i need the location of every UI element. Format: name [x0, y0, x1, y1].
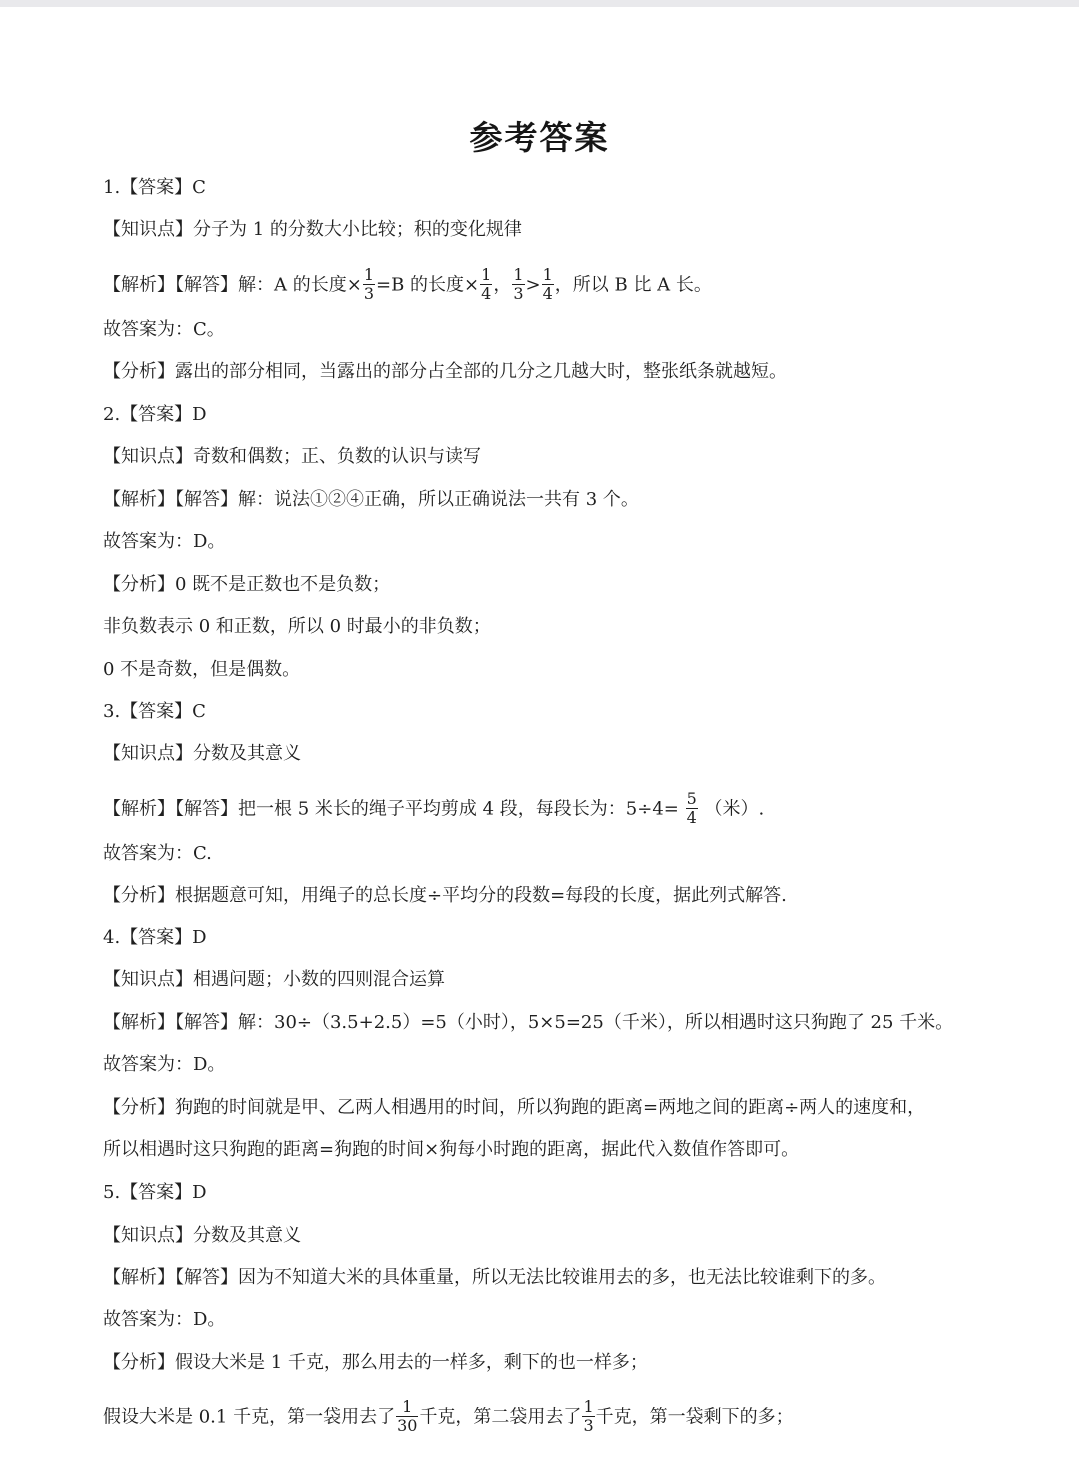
q1-analysis — [103, 265, 1043, 303]
q1-answer: 1.【答案】C — [103, 177, 206, 198]
top-bar — [0, 0, 1079, 7]
q2-analysis: 【解析】【解答】解：说法①②④正确，所以正确说法一共有 3 个。 — [103, 489, 639, 510]
q1-knowledge: 【知识点】分子为 1 的分数大小比较；积的变化规律 — [103, 219, 522, 240]
q5-reasoning-1: 【分析】假设大米是 1 千克，那么用去的一样多，剩下的也一样多； — [103, 1352, 648, 1373]
fraction: $\frac{1}{30}$ — [397, 1397, 418, 1435]
q4-result: 故答案为：D。 — [103, 1054, 226, 1075]
q3-knowledge: 【知识点】分数及其意义 — [103, 743, 301, 764]
q3-answer: 3.【答案】C — [103, 701, 206, 722]
q4-analysis: 【解析】【解答】解：30÷（3.5+2.5）=5（小时），5×5=25（千米），所以相遇时这只狗跑了 25 千米。 — [103, 1012, 954, 1033]
q2-result: 故答案为：D。 — [103, 531, 226, 552]
q2-reasoning-2: 非负数表示 0 和正数，所以 0 时最小的非负数； — [103, 616, 491, 637]
q5-result: 故答案为：D。 — [103, 1309, 226, 1330]
q2-knowledge: 【知识点】奇数和偶数；正、负数的认识与读写 — [103, 446, 481, 467]
fraction: $\frac{1}{3}$ — [583, 1397, 594, 1435]
q1-analysis-text: ，所以 B 比 A 长。 — [554, 274, 712, 296]
q5-reasoning-2 — [103, 1397, 1043, 1435]
q2-reasoning-3: 0 不是奇数，但是偶数。 — [103, 659, 301, 680]
page-title: 参考答案 — [469, 118, 610, 157]
q3-reasoning: 【分析】根据题意可知，用绳子的总长度÷平均分的段数=每段的长度，据此列式解答. — [103, 885, 787, 906]
q1-analysis-text: 【解析】【解答】解：A 的长度× — [103, 274, 362, 296]
q3-analysis-text: 【解析】【解答】把一根 5 米长的绳子平均剪成 4 段，每段长为：5÷4= — [103, 798, 679, 820]
q3-analysis-text: （米）. — [704, 798, 765, 820]
q4-reasoning-2: 所以相遇时这只狗跑的距离=狗跑的时间×狗每小时跑的距离，据此代入数值作答即可。 — [103, 1139, 800, 1160]
q5-reasoning-text: 假设大米是 0.1 千克，第一袋用去了 — [103, 1406, 396, 1428]
fraction: $\frac{1}{3}$ — [513, 265, 524, 303]
q2-reasoning-1: 【分析】0 既不是正数也不是负数； — [103, 574, 391, 595]
q5-analysis: 【解析】【解答】因为不知道大米的具体重量，所以无法比较谁用去的多，也无法比较谁剩下的多。 — [103, 1267, 886, 1288]
q5-answer: 5.【答案】D — [103, 1182, 207, 1203]
fraction: $\frac{1}{3}$ — [363, 265, 374, 303]
q4-knowledge: 【知识点】相遇问题；小数的四则混合运算 — [103, 969, 445, 990]
q5-reasoning-text: 千克，第二袋用去了 — [419, 1406, 582, 1428]
q1-analysis-text: > — [525, 274, 541, 296]
q3-analysis — [103, 789, 1043, 827]
fraction: $\frac{1}{4}$ — [481, 265, 492, 303]
q1-analysis-text: ， — [493, 274, 512, 296]
q1-result: 故答案为：C。 — [103, 319, 225, 340]
q4-reasoning-1: 【分析】狗跑的时间就是甲、乙两人相遇用的时间，所以狗跑的距离=两地之间的距离÷两人的速度和， — [103, 1097, 926, 1118]
q4-answer: 4.【答案】D — [103, 927, 207, 948]
q2-answer: 2.【答案】D — [103, 404, 207, 425]
q5-reasoning-text: 千克，第一袋剩下的多； — [595, 1406, 794, 1428]
fraction: $\frac{1}{4}$ — [542, 265, 553, 303]
q1-analysis-text: =B 的长度× — [376, 274, 480, 296]
fraction: $\frac{5}{4}$ — [686, 789, 697, 827]
q1-reasoning: 【分析】露出的部分相同，当露出的部分占全部的几分之几越大时，整张纸条就越短。 — [103, 361, 787, 382]
q3-result: 故答案为：C. — [103, 843, 212, 864]
q5-knowledge: 【知识点】分数及其意义 — [103, 1225, 301, 1246]
